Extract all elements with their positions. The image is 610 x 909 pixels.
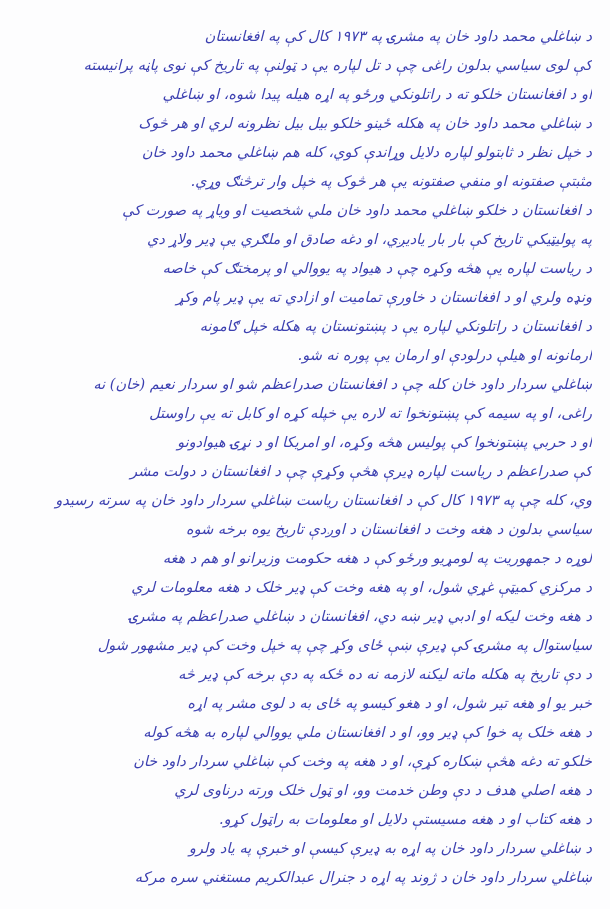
text-line: د افغانستان د راتلونکي لپاره یې د پښتونستان په هکله خپل ګامونه [199,319,592,335]
text-line: سیاستوال په مشرۍ کې ډیرې ښې ځای وکړ چې په خپل وخت کې ډیر مشهور شول [97,638,592,654]
text-line: ارمانونه او هیلې درلودې او ارمان یې پوره نه شو. [297,348,592,364]
text-line: د هغه اصلي هدف د دې وطن خدمت وو، او ټول خلک ورته درناوی لري [174,783,592,799]
text-line: ونډه ولري او د افغانستان د خاورې تمامیت او ازادي ته یې ډیر پام وکړ [176,290,592,306]
text-line: د افغانستان د خلکو ښاغلي محمد داود خان ملي شخصیت او ویاړ په صورت کې [122,203,592,219]
text-line: په پولیټیکي تاریخ کې بار بار یادیږي، او دغه صادق او ملګري یې ډیر ولاړ دي [147,232,592,248]
text-line: د هغه وخت لیکه او ادبي ډیر ښه دي، افغانستان د ښاغلي صدراعظم په مشرۍ [128,609,592,625]
text-line: د دې تاریخ په هکله ماته لیکنه لازمه نه ده ځکه په دې برخه کې ډیر څه [178,667,592,683]
text-line: مثبتې صفتونه او منفي صفتونه یې هر څوک په خپل وار ترڅنګ وړي. [190,174,592,190]
text-line: وي، کله چې په ۱۹۷۳ کال کې د افغانستان ریاست ښاغلي سردار داود خان په سرته رسیدو [55,493,592,509]
text-line: او د افغانستان خلکو ته د راتلونکي ورځو په اړه هیله پیدا شوه، او ښاغلي [162,87,592,103]
text-line: خبر یو او هغه تیر شول، او د هغو کیسو په ځای به د لوی مشر په اړه [187,696,592,712]
text-line: د ښاغلي محمد داود خان په هکله ځینو خلکو بیل بیل نظرونه لري او هر څوک [138,116,592,132]
text-line: سیاسي بدلون د هغه وخت د افغانستان د اوږدې تاریخ یوه برخه شوه [186,522,592,538]
text-line: د ښاغلي سردار داود خان په اړه به ډیرې کیسې او خبرې په یاد ولرو [188,841,592,857]
text-line: د خپل نظر د ثابتولو لپاره دلایل وړاندې کوي، کله هم ښاغلي محمد داود خان [141,145,592,161]
text-line: د ښاغلي محمد داود خان په مشرۍ په ۱۹۷۳ کال کې په افغانستان [204,29,592,45]
text-line: د هغه خلک په خوا کې ډیر وو، او د افغانستان ملي یووالي لپاره به هڅه کوله [143,725,592,741]
text-line: ښاغلي سردار داود خان د ژوند په اړه د جنرال عبدالکریم مستغني سره مرکه [134,870,592,886]
text-line: لوړه د جمهوریت په لومړیو ورځو کې د هغه حکومت وزیرانو او هم د هغه [162,551,592,567]
text-line: کې صدراعظم د ریاست لپاره ډیرې هڅې وکړې چې د افغانستان د دولت مشر [130,464,592,480]
text-line: د ریاست لپاره یې هڅه وکړه چې د هیواد په یووالي او پرمختګ کې خاصه [162,261,592,277]
text-line: ښاغلي سردار داود خان کله چې د افغانستان صدراعظم شو او سردار نعیم (خان) نه [93,377,592,393]
text-line: د مرکزي کمیټې غړي شول، او په هغه وخت کې ډیر خلک د هغه معلومات لري [131,580,592,596]
text-line: کې لوی سیاسي بدلون راغی چې د تل لپاره یې د ټولنې په تاریخ کې نوی پاڼه پرانیسته [83,58,592,74]
text-line: راغی، او په سیمه کې پښتونخوا ته لاره یې خپله کړه او کابل ته یې راوستل [149,406,592,422]
text-line: خلکو ته دغه هڅې ښکاره کړې، او د هغه په وخت کې ښاغلي سردار داود خان [133,754,592,770]
text-line: او د حربي پښتونخوا کې پولیس هڅه وکړه، او امریکا او د نړۍ هیوادونو [177,435,592,451]
text-line: د هغه کتاب او د هغه مسیستې دلایل او معلومات به راټول کړو. [219,812,592,828]
